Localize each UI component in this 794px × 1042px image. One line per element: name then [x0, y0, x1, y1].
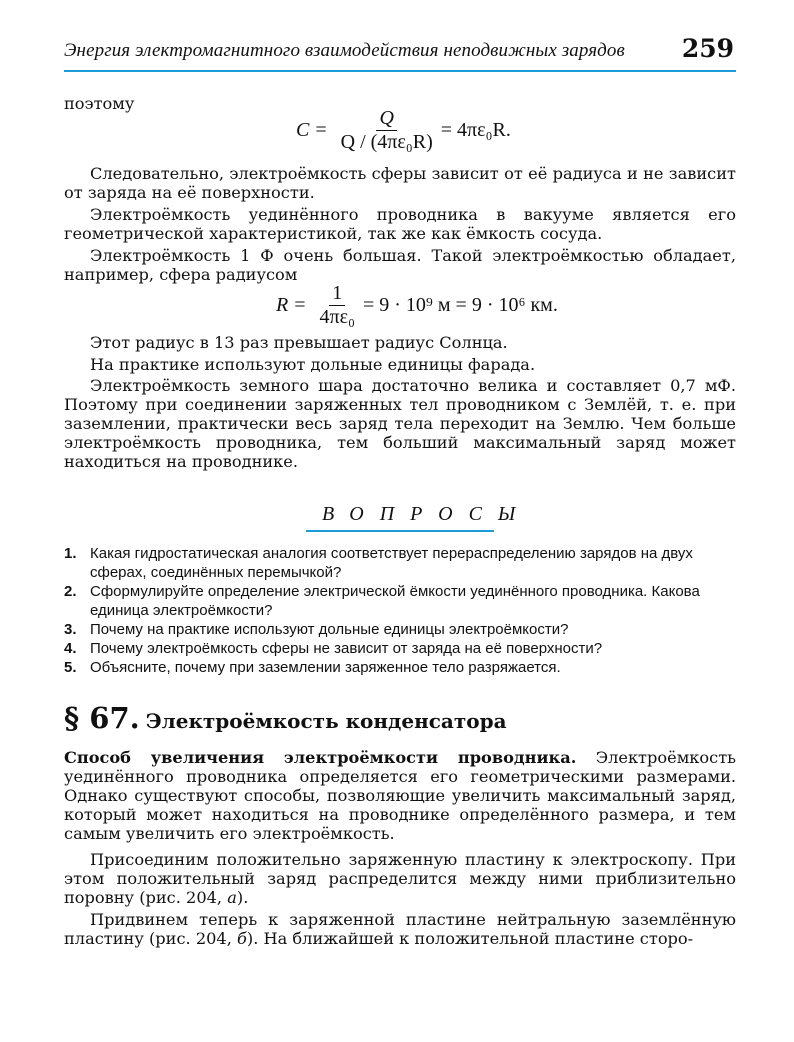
paragraph: Электроёмкость земного шара достаточно велика и составляет 0,7 мФ. Поэтому при соединении заряженных тел проводником с Землёй, т. е. при заземлении, практически весь заряд тела переходит на Землю. Чем больше электроёмкость проводника, тем больший максимальный заряд может находиться на проводнике.: [64, 376, 736, 471]
question-number: 4.: [64, 640, 77, 657]
formula2-rhs: = 9 · 10⁹ м = 9 · 10⁶ км.: [362, 294, 558, 316]
paragraph: Этот радиус в 13 раз превышает радиус Солнца.: [90, 333, 508, 352]
question-text: Почему на практике используют дольные единицы электроёмкости?: [90, 621, 569, 638]
figure-ref: б: [237, 929, 247, 948]
question-number: 2.: [64, 583, 77, 600]
formula1-lhs: C: [296, 119, 310, 141]
question-item: [64, 639, 736, 658]
formula2-lhs: R: [276, 294, 289, 316]
formula-capacitance-sphere: C = $\frac{Q}{\text{Q / (4πε₀R)}}$ = 4πε₀R.: [296, 107, 511, 153]
question-text: Объясните, почему при заземлении заряженное тело разряжается.: [90, 659, 561, 676]
questions-list: [64, 544, 736, 677]
figure-ref: а: [227, 888, 237, 907]
question-number: 5.: [64, 659, 77, 676]
formula-radius: R = $\frac{1}{\text{4πε₀}}$ = 9 · 10⁹ м = 9 · 10⁶ км.: [276, 282, 558, 328]
section-number: § 67.: [64, 701, 140, 735]
page-number: 259: [681, 34, 734, 63]
section-paragraph: [64, 850, 736, 907]
section-p3-end: ). На ближайшей к положительной пластине сторо-: [246, 929, 694, 948]
section-lead-rest: Электроёмкость уединённого проводника определяется его геометрическими размерами. Однако существуют способы, позволяющие увеличить максимальный заряд, который может находиться на проводнике определённого размера, и тем самым увеличить его электроёмкость.: [64, 748, 736, 843]
section-paragraph: [64, 910, 736, 948]
section-p2-end: ).: [236, 888, 249, 907]
question-text: Какая гидростатическая аналогия соответствует перераспределению зарядов на двух сферах, соединённых перемычкой?: [90, 545, 693, 581]
question-item: [64, 582, 736, 620]
section-p3-text: Придвинем теперь к заряженной пластине нейтральную заземлённую пластину (рис. 204,: [64, 910, 736, 948]
intro-line: поэтому: [64, 94, 135, 113]
section-heading: [64, 701, 507, 735]
formula2-fraction: [317, 283, 358, 328]
formula1-rhs: = 4πε₀R.: [440, 119, 511, 141]
question-number: 3.: [64, 621, 77, 638]
formula1-numerator: Q: [379, 107, 394, 129]
formula2-denominator: 4πε₀: [319, 306, 355, 328]
section-title: Электроёмкость конденсатора: [145, 709, 507, 733]
question-text: Почему электроёмкость сферы не зависит от заряда на её поверхности?: [90, 640, 603, 657]
formula1-denominator: Q / (4πε₀R): [340, 131, 433, 153]
paragraph: Электроёмкость уединённого проводника в вакууме является его геометрической характеристикой, так же как ёмкость сосуда.: [64, 205, 736, 243]
paragraph: Следовательно, электроёмкость сферы зависит от её радиуса и не зависит от заряда на её поверхности.: [64, 164, 736, 202]
question-item: [64, 658, 736, 677]
section-lead: Способ увеличения электроёмкости проводника.: [64, 748, 577, 767]
running-title: Энергия электромагнитного взаимодействия неподвижных зарядов: [64, 40, 625, 61]
formula1-fraction: [338, 108, 436, 153]
paragraph: Электроёмкость 1 Ф очень большая. Такой электроёмкостью обладает, например, сфера радиусом: [64, 246, 736, 284]
paragraph: На практике используют дольные единицы фарада.: [90, 355, 536, 374]
questions-heading: ВОПРОСЫ: [306, 503, 494, 532]
section-p2-text: Присоединим положительно заряженную пластину к электроскопу. При этом положительный заряд распределится между ними приблизительно поровну (рис. 204,: [64, 850, 736, 907]
formula2-numerator: 1: [329, 283, 345, 306]
page-header: [64, 36, 736, 72]
section-paragraph: [64, 748, 736, 843]
question-number: 1.: [64, 545, 77, 562]
question-item: [64, 544, 736, 582]
question-item: [64, 620, 736, 639]
question-text: Сформулируйте определение электрической ёмкости уединённого проводника. Какова единица электроёмкости?: [90, 583, 700, 619]
